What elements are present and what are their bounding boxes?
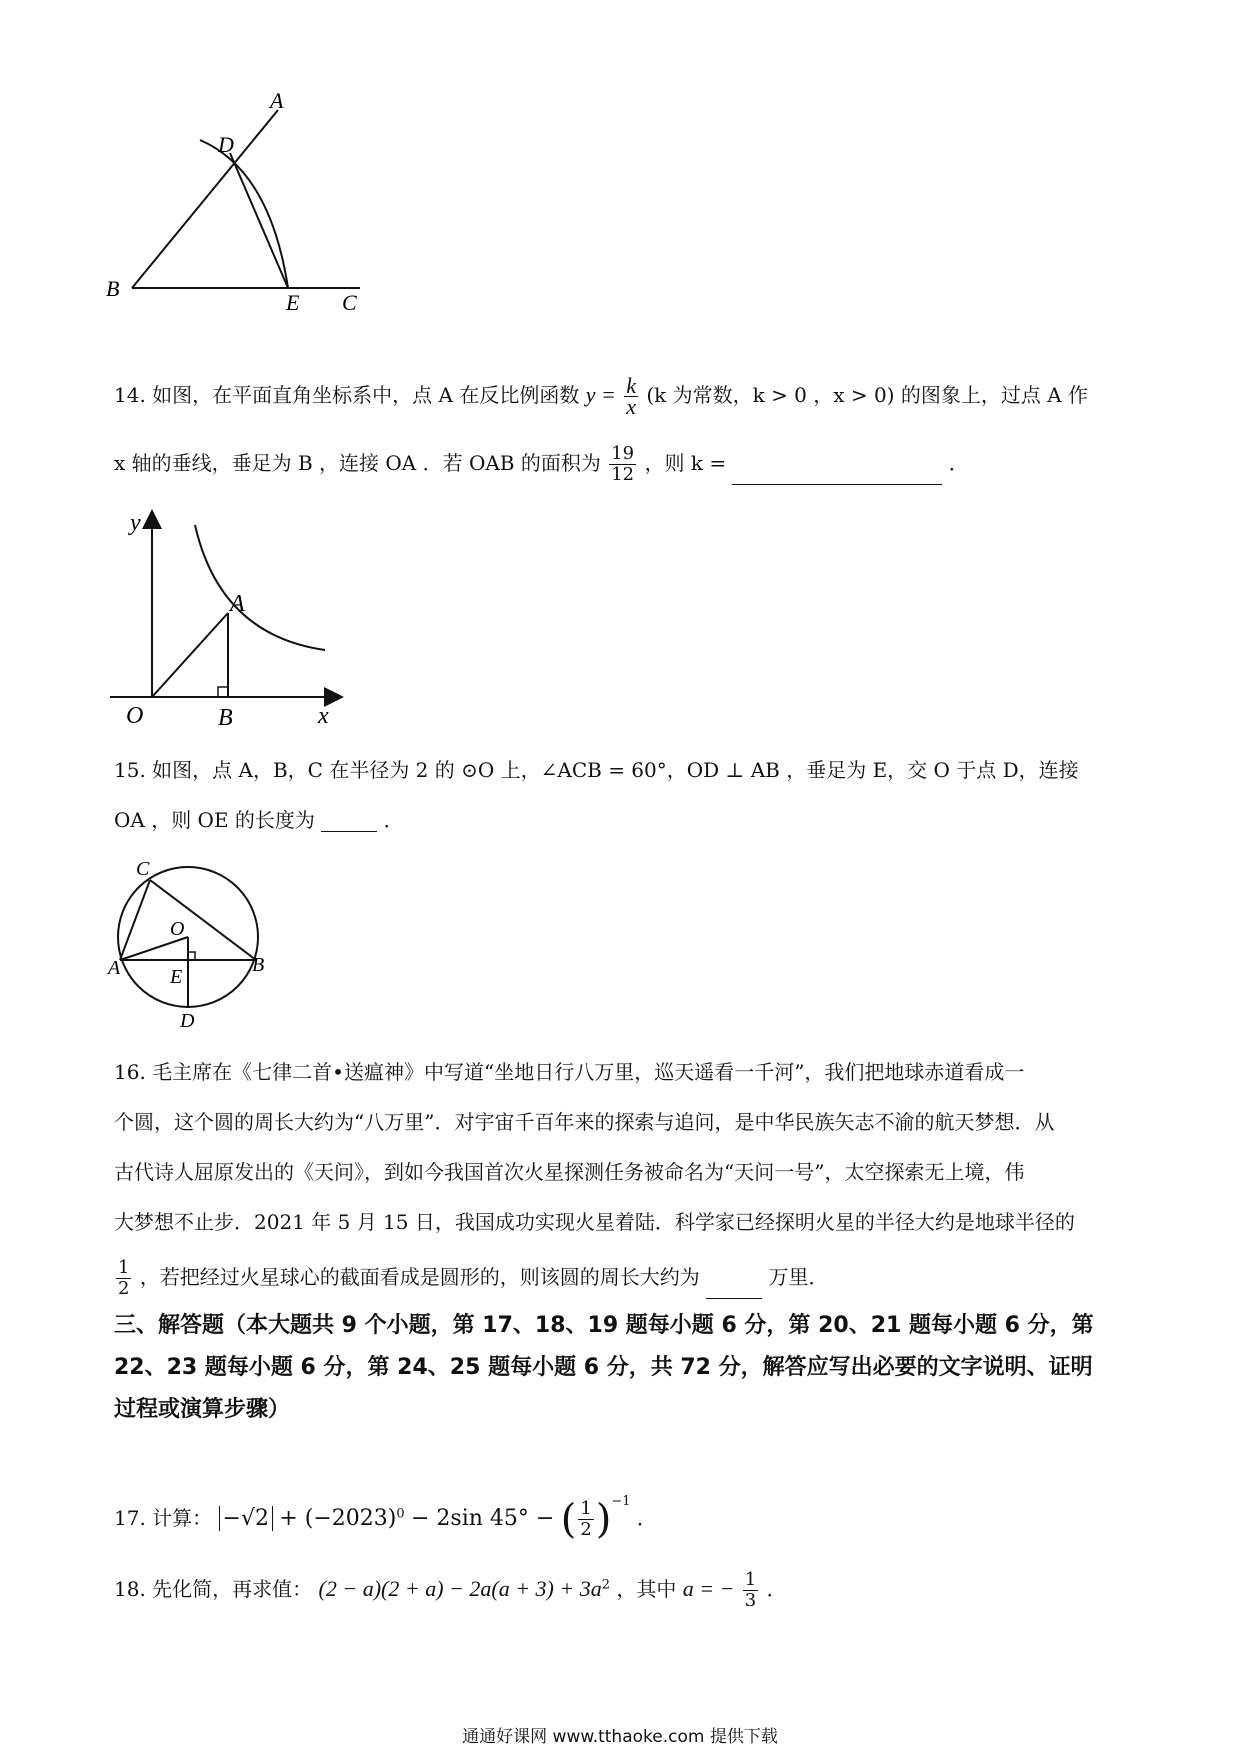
label-d: D bbox=[218, 132, 234, 157]
figure-15 bbox=[110, 855, 280, 1030]
label-y: y bbox=[130, 510, 141, 536]
segment-de bbox=[230, 153, 288, 288]
q18-fraction-third: $\frac{1}{3}$ bbox=[744, 1569, 757, 1611]
q17-line: 17. 计算： $-√2 + (-2023)^0 - 2\sin$ 45° − ( $\frac{1}{2}$ )$^{-1}$ ． bbox=[114, 1494, 657, 1543]
label-a: A bbox=[270, 88, 284, 113]
label-b: B bbox=[218, 705, 233, 731]
label-o: O bbox=[170, 918, 185, 940]
q15-line1: 15. 如图，点 A，B，C 在半径为 2 的 ⊙O 上，∠ACB = 60°，OD ⊥ AB ，垂足为 E，交 O 于点 D，连接 bbox=[114, 758, 1079, 782]
segment-oa bbox=[152, 613, 228, 697]
label-a: A bbox=[108, 957, 121, 979]
q14-answer-blank[interactable] bbox=[732, 464, 942, 485]
q16-line2: 个圆，这个圆的周长大约为“八万里”．对宇宙千百年来的探索与追问，是中华民族矢志不渝的航天梦想．从 bbox=[114, 1110, 1055, 1134]
page-footer: 通通好课网 www.tthaoke.com 提供下载 bbox=[462, 1727, 778, 1747]
q16-answer-blank[interactable] bbox=[706, 1278, 762, 1299]
q15-number: 15. bbox=[114, 758, 146, 782]
q16-line5: $\frac{1}{2}$ ，若把经过火星球心的截面看成是圆形的，则该圆的周长大约为 万里． bbox=[118, 1257, 829, 1299]
q16-line4: 大梦想不止步．2021 年 5 月 15 日，我国成功实现火星着陆．科学家已经探明火星的半径大约是地球半径的 bbox=[114, 1210, 1075, 1234]
q18-number: 18. bbox=[114, 1577, 146, 1601]
q14-number: 14. bbox=[114, 383, 146, 407]
label-b: B bbox=[106, 276, 120, 301]
hyperbola bbox=[195, 525, 325, 650]
q17-fraction-half: $\frac{1}{2}$ bbox=[580, 1498, 592, 1540]
label-a: A bbox=[230, 591, 245, 617]
q17-number: 17. bbox=[114, 1506, 146, 1530]
q14-fraction-k-over-x: $\frac{k}{x}$ bbox=[626, 373, 636, 419]
label-e: E bbox=[286, 290, 300, 315]
q16-number: 16. bbox=[114, 1060, 146, 1084]
label-c: C bbox=[136, 858, 150, 880]
q18-expression: (2 − a)(2 + a) − 2a(a + 3) + 3a bbox=[318, 1576, 602, 1601]
right-angle-mark bbox=[218, 687, 228, 697]
q14-line2: x 轴的垂线，垂足为 B ，连接 OA ．若 OAB 的面积为 $\frac{19}{12}$ ，则 k = ． bbox=[114, 443, 969, 485]
q14-line1: 14. 如图，在平面直角坐标系中，点 A 在反比例函数 y = $\frac{k}{x}$ (k 为常数，k > 0 ，x > 0) 的图象上，过点 A 作 bbox=[114, 373, 1089, 419]
section-3-heading: 三、解答题（本大题共 9 个小题，第 17、18、19 题每小题 6 分，第 20、21 题每小题 6 分，第 22、23 题每小题 6 分，第 24、25 题每小题 6 分，共 72 分，解答应写出必要的文字说明、证明 过程或演算步骤） bbox=[114, 1313, 1094, 1422]
q15-answer-blank[interactable] bbox=[321, 811, 377, 832]
label-x: x bbox=[318, 703, 329, 729]
chord-cb bbox=[150, 880, 256, 960]
label-c: C bbox=[342, 290, 357, 315]
segment-oa bbox=[120, 937, 188, 960]
q16-line1: 16. 毛主席在《七律二首•送瘟神》中写道“坐地日行八万里，巡天遥看一千河”，我们把地球赤道看成一 bbox=[114, 1060, 1025, 1084]
right-angle-mark bbox=[188, 952, 195, 960]
q16-fraction-half: $\frac{1}{2}$ bbox=[118, 1257, 130, 1299]
q16-line3: 古代诗人屈原发出的《天问》，到如今我国首次火星探测任务被命名为“天问一号”，太空探索无上境，伟 bbox=[114, 1160, 1025, 1184]
q18-line: 18. 先化简，再求值： $(2 - a)(2 + a) - 2a(a + 3) + 3a^2$ ，其中 a = − $\frac{1}{3}$ ． bbox=[114, 1569, 787, 1611]
q14-area-fraction: $\frac{19}{12}$ bbox=[611, 443, 635, 485]
label-o: O bbox=[126, 703, 144, 729]
arc-de bbox=[200, 140, 288, 288]
figure-14 bbox=[110, 505, 350, 731]
q17-abs: −√2 bbox=[219, 1506, 273, 1531]
figure-13 bbox=[106, 88, 410, 355]
q14-function: y = bbox=[585, 382, 616, 407]
label-e: E bbox=[170, 966, 183, 988]
label-d: D bbox=[180, 1010, 195, 1032]
label-b: B bbox=[252, 954, 265, 976]
ray-ba bbox=[132, 110, 278, 288]
q15-line2: OA ，则 OE 的长度为 ． bbox=[114, 808, 404, 832]
